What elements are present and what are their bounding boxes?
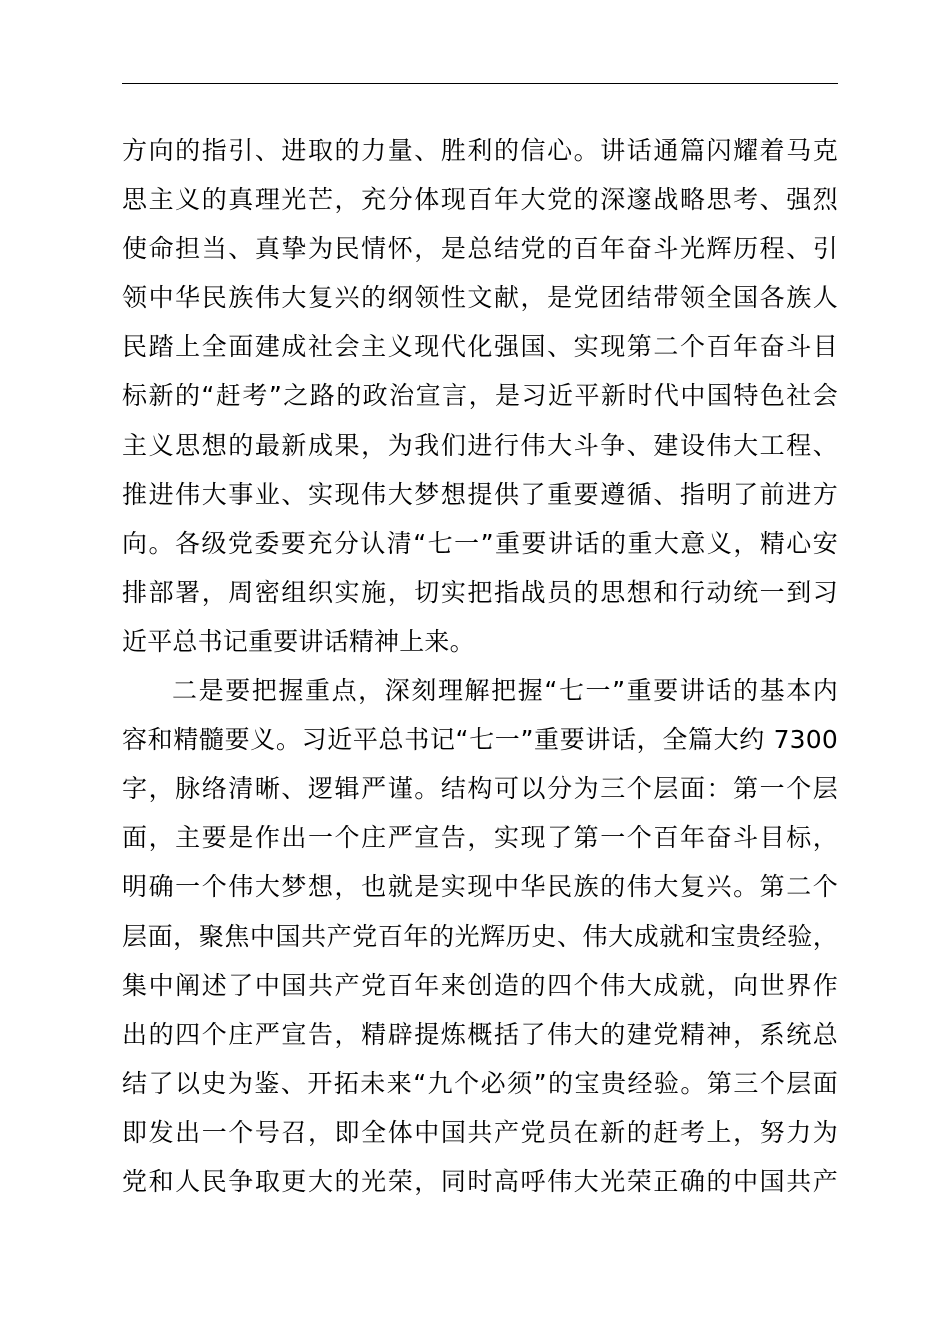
text-line: 主义思想的最新成果，为我们进行伟大斗争、建设伟大工程、 bbox=[122, 430, 838, 460]
text-line: 方向的指引、进取的力量、胜利的信心。讲话通篇闪耀着马克 bbox=[122, 136, 838, 165]
text-line: 容和精髓要义。习近平总书记“七一”重要讲话，全篇大约 7300 bbox=[122, 725, 838, 755]
text-line: 推进伟大事业、实现伟大梦想提供了重要遵循、指明了前进方 bbox=[122, 479, 838, 509]
text-line: 使命担当、真挚为民情怀，是总结党的百年奋斗光辉历程、引 bbox=[122, 234, 838, 264]
text-line: 集中阐述了中国共产党百年来创造的四个伟大成就，向世界作 bbox=[122, 970, 838, 1000]
text-line: 党和人民争取更大的光荣，同时高呼伟大光荣正确的中国共产 bbox=[122, 1166, 838, 1196]
text-line: 字，脉络清晰、逻辑严谨。结构可以分为三个层面：第一个层 bbox=[122, 774, 838, 804]
text-line: 二是要把握重点，深刻理解把握“七一”重要讲话的基本内 bbox=[172, 676, 838, 706]
text-line: 结了以史为鉴、开拓未来“九个必须”的宝贵经验。第三个层面 bbox=[122, 1068, 838, 1098]
document-body bbox=[122, 126, 838, 1206]
paragraph-2 bbox=[122, 666, 838, 1206]
text-line: 明确一个伟大梦想，也就是实现中华民族的伟大复兴。第二个 bbox=[122, 872, 838, 902]
text-line: 近平总书记重要讲话精神上来。 bbox=[122, 626, 475, 656]
text-line: 向。各级党委要充分认清“七一”重要讲话的重大意义，精心安 bbox=[122, 528, 838, 558]
text-line: 层面，聚焦中国共产党百年的光辉历史、伟大成就和宝贵经验， bbox=[122, 921, 838, 951]
text-line: 民踏上全面建成社会主义现代化强国、实现第二个百年奋斗目 bbox=[122, 332, 838, 362]
text-line: 思主义的真理光芒，充分体现百年大党的深邃战略思考、强烈 bbox=[122, 185, 838, 215]
paragraph-1 bbox=[122, 126, 838, 666]
text-line: 标新的“赶考”之路的政治宣言，是习近平新时代中国特色社会 bbox=[122, 381, 838, 411]
text-line: 即发出一个号召，即全体中国共产党员在新的赶考上，努力为 bbox=[122, 1117, 838, 1147]
text-line: 排部署，周密组织实施，切实把指战员的思想和行动统一到习 bbox=[122, 577, 838, 607]
text-line: 面，主要是作出一个庄严宣告，实现了第一个百年奋斗目标， bbox=[122, 823, 838, 853]
text-line: 出的四个庄严宣告，精辟提炼概括了伟大的建党精神，系统总 bbox=[122, 1019, 838, 1049]
header-rule bbox=[122, 83, 838, 84]
text-line: 领中华民族伟大复兴的纲领性文献，是党团结带领全国各族人 bbox=[122, 283, 838, 313]
